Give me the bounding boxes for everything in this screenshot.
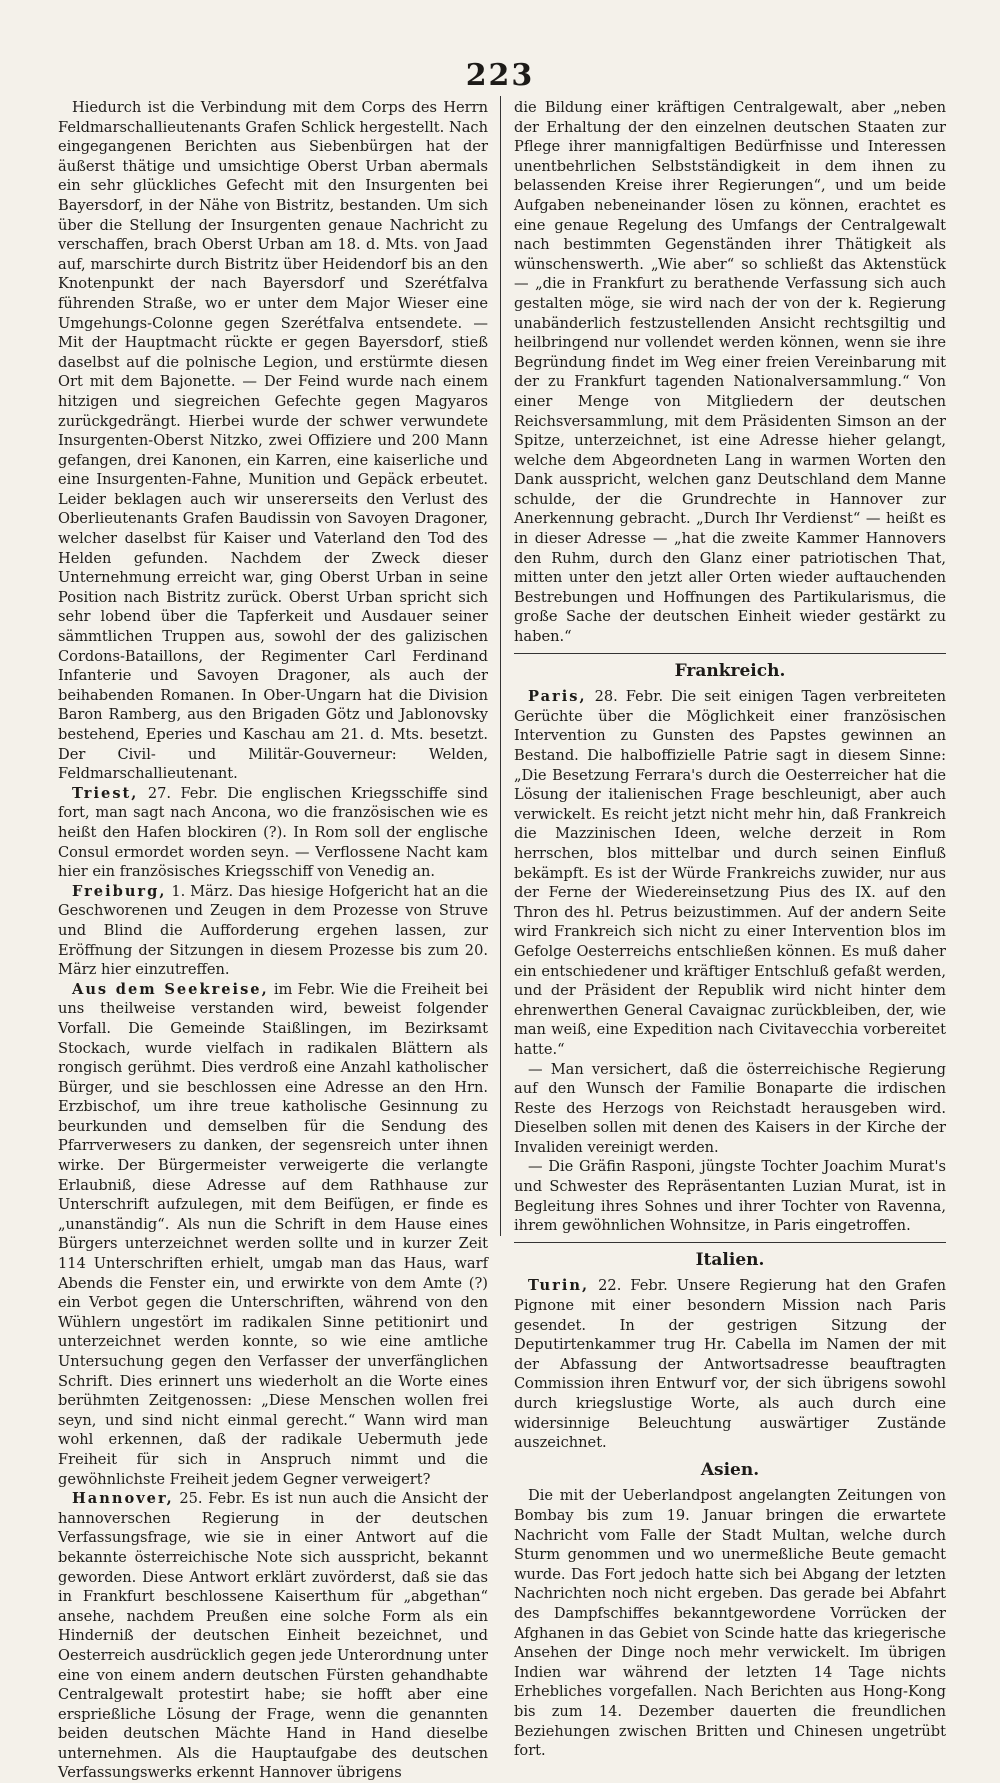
column-divider (500, 96, 501, 1236)
article-text: die Bildung einer kräftigen Centralgewalt, aber „neben der Erhaltung der den einzelnen deutschen Staaten zur Pflege ihrer mannigfaltigen Bedürfnisse und Interessen unentbehrlichen Selbstständigkeit in dem ihnen zu belassenden Kreise ihrer Regierungen“, und um beide Aufgaben nebeneinander lösen zu können, erachtet es eine genaue Regelung des Umfangs der Centralgewalt nach bestimmten Gegenständen ihrer Thätigkeit als wünschenswerth. „Wie aber“ so schließt das Aktenstück — „die in Frankfurt zu berathende Verfassung sich auch gestalten möge, sie wird nach der von der k. Regierung unabänderlich festzustellenden Ansicht rechtsgiltig und heilbringend nur vollendet werden können, wenn sie ihre Begründung findet im Weg einer freien Vereinbarung mit der zu Frankfurt tagenden Nationalversammlung.“ Von einer Menge von Mitgliedern der deutschen Reichsversammlung, mit dem Präsidenten Simson an der Spitze, unterzeichnet, ist eine Adresse hieher gelangt, welche dem Abgeordneten Lang in warmen Worten den Dank ausspricht, welchen ganz Deutschland dem Manne schulde, der die Grundrechte in Hannover zur Anerkennung gebracht. „Durch Ihr Verdienst“ — heißt es in dieser Adresse — „hat die zweite Kammer Hannovers den Ruhm, durch den Glanz einer patriotischen That, mitten unter den jetzt aller Orten wieder auftauchenden Bestrebungen und Hoffnungen des Partikularismus, die große Sache der deutschen Einheit wieder gestärkt zu haben.“ (514, 99, 946, 646)
article-text: Die mit der Ueberlandpost angelangten Zeitungen von Bombay bis zum 19. Januar bringen die erwartete Nachricht vom Falle der Stadt Multan, welche durch Sturm genommen und wo unermeßliche Beute gemacht wurde. Das Fort jedoch hatte sich bei Abgang der letzten Nachrichten noch nicht ergeben. Das gerade bei Abfahrt des Dampfschiffes bekanntgewordene Vorrücken der Afghanen in das Gebiet von Scinde hatte das kriegerische Ansehen der Dinge noch mehr verwickelt. Im übrigen Indien war während der letzten 14 Tage nichts Erhebliches vorgefallen. Nach Berichten aus Hong-Kong bis zum 14. Dezember dauerten die freundlichen Beziehungen zwischen Britten und Chinesen ungetrübt fort. (514, 1487, 946, 1760)
section-heading-asia: Asien. (700, 1459, 760, 1480)
article-paragraph (514, 687, 946, 1059)
article-text: 27. Febr. Die englischen Kriegsschiffe sind fort, man sagt nach Ancona, wo die französischen wie es heißt den Hafen blockiren (?). In Rom soll der englische Consul ermordet worden seyn. — Verflossene Nacht kam hier ein französisches Kriegsschiff von Venedig an. (58, 784, 489, 881)
dateline: Triest, (72, 784, 139, 802)
article-text: im Febr. Wie die Freiheit bei uns theilweise verstanden wird, beweist folgender Vorfall. Die Gemeinde Staißlingen, im Bezirksamt Stockach, wurde vielfach in radikalen Blättern als rongisch gerühmt. Dies verdroß eine Anzahl katholischer Bürger, und sie beschlossen eine Adresse an den Hrn. Erzbischof, um ihre treue katholische Gesinnung zu beurkunden und demselben für die Sendung des Pfarrverwesers zu danken, der segensreich unter ihnen wirke. Der Bürgermeister verweigerte die verlangte Erlaubniß, diese Adresse auf dem Rathhause zur Unterschrift aufzulegen, mit dem Beifügen, er finde es „unanständig“. Als nun die Schrift in dem Hause eines Bürgers unterzeichnet werden sollte und in kurzer Zeit 114 Unterschriften erhielt, umgab man das Haus, warf Abends die Fenster ein, und erwirkte von dem Amte (?) ein Verbot gegen die Unterschriften, während von den Wühlern ungestört im radikalen Sinne petitionirt und unterzeichnet werden konnte, so wie eine amtliche Untersuchung gegen den Verfasser der unverfänglichen Schrift. Dies erinnert uns wiederholt an die Worte eines berühmten Zeitgenossen: „Diese Menschen wollen frei seyn, und sind nicht einmal gerecht.“ Wann wird man wohl erkennen, daß der radikale Uebermuth jede Freiheit für sich in Anspruch nimmt und die gewöhnlichste Freiheit jedem Gegner verweigert? (58, 980, 489, 1488)
dateline: Aus dem Seekreise, (72, 980, 269, 998)
section-heading-italy: Italien. (695, 1249, 765, 1270)
article-text: — Man versichert, daß die österreichische Regierung auf den Wunsch der Familie Bonaparte die irdischen Reste des Herzogs von Reichstadt herausgeben wird. Dieselben sollen mit denen des Kaisers in der Kirche der Invaliden vereinigt werden. (514, 1060, 946, 1156)
article-text: Hiedurch ist die Verbindung mit dem Corps des Herrn Feldmarschallieutenants Grafen Schlick hergestellt. Nach eingegangenen Berichten aus Siebenbürgen hat der äußerst thätige und umsichtige Oberst Urban abermals ein sehr glückliches Gefecht mit den Insurgenten bei Bayersdorf, in der Nähe von Bistritz, bestanden. Um sich über die Stellung der Insurgenten genaue Nachricht zu verschaffen, brach Oberst Urban am 18. d. Mts. von Jaad auf, marschirte durch Bistritz über Heidendorf bis an den Knotenpunkt der nach Bayersdorf und Szerétfalva führenden Straße, wo er unter dem Major Wieser eine Umgehungs-Colonne gegen Szerétfalva entsendete. — Mit der Hauptmacht rückte er gegen Bayersdorf, stieß daselbst auf die polnische Legion, und erstürmte diesen Ort mit dem Bajonette. — Der Feind wurde nach einem hitzigen und siegreichen Gefechte gegen Magyaros zurückgedrängt. Hierbei wurde der schwer verwundete Insurgenten-Oberst Nitzko, zwei Offiziere und 200 Mann gefangen, drei Kanonen, ein Karren, eine kaiserliche und eine Insurgenten-Fahne, Munition und Gepäck erbeutet. Leider beklagen auch wir unsererseits den Verlust des Oberlieutenants Grafen Baudissin von Savoyen Dragoner, welcher daselbst für Kaiser und Vaterland den Tod des Helden gefunden. Nachdem der Zweck dieser Unternehmung erreicht war, ging Oberst Urban in seine Position nach Bistritz zurück. Oberst Urban spricht sich sehr lobend über die Tapferkeit und Ausdauer seiner sämmtlichen Truppen aus, sowohl der des galizischen Cordons-Bataillons, der Regimenter Carl Ferdinand Infanterie und Savoyen Dragoner, als auch der beihabenden Romanen. In Ober-Ungarn hat die Division Baron Ramberg, aus den Brigaden Götz und Jablonovsky bestehend, Eperies und Kaschau am 21. d. Mts. besetzt. Der Civil- und Militär-Gouverneur: Welden, Feldmarschallieutenant. (58, 99, 488, 783)
article-paragraph (58, 882, 488, 980)
dateline: Hannover, (72, 1490, 174, 1508)
article-text: 22. Febr. Unsere Regierung hat den Grafen Pignone mit einer besondern Mission nach Paris gesendet. In der gestrigen Sitzung der Deputirtenkammer trug Hr. Cabella im Namen der mit der Abfassung der Antwortsadresse beauftragten Commission ihren Entwurf vor, der sich übrigens sowohl durch kriegslustige Worte, als auch durch eine widersinnige Beleuchtung auswärtiger Zustände auszeichnet. (514, 1277, 947, 1452)
article-text: 25. Febr. Es ist nun auch die Ansicht der hannoverschen Regierung in der deutschen Verfassungsfrage, wie sie in einer Antwort auf die bekannte österreichische Note sich ausspricht, bekannt geworden. Diese Antwort erklärt zuvörderst, daß sie das in Frankfurt beschlossene Kaiserthum für „abgethan“ ansehe, nachdem Preußen eine solche Form als ein Hinderniß der deutschen Einheit bezeichnet, und Oesterreich ausdrücklich gegen jede Unterordnung unter eine von einem andern deutschen Fürsten gehandhabte Centralgewalt protestirt habe; sie hofft aber eine ersprießliche Lösung der Frage, wenn die genannten beiden deutschen Mächte Hand in Hand dieselbe unternehmen. Als die Hauptaufgabe des deutschen Verfassungswerks erkennt Hannover übrigens (58, 1490, 489, 1782)
section-heading-france: Frankreich. (674, 660, 786, 681)
dateline: Turin, (528, 1277, 590, 1295)
article-paragraph (514, 1486, 946, 1760)
section-rule (514, 1242, 946, 1243)
article-paragraph (514, 1060, 946, 1158)
article-paragraph (58, 980, 488, 1489)
right-column (514, 98, 946, 1761)
article-paragraph (58, 1489, 488, 1783)
article-text: 1. März. Das hiesige Hofgericht hat an die Geschworenen und Zeugen in dem Prozesse von Struve und Blind die Aufforderung ergehen lassen, zur Eröffnung der Sitzungen in diesem Prozesse bis zum 20. März hier einzutreffen. (58, 882, 489, 979)
left-column (58, 98, 488, 1783)
article-text: 28. Febr. Die seit einigen Tagen verbreiteten Gerüchte über die Möglichkeit einer französischen Intervention zu Gunsten des Papstes gewinnen an Bestand. Die halboffizielle Patrie sagt in diesem Sinne: „Die Besetzung Ferrara's durch die Oesterreicher hat die Lösung der italienischen Frage beschleunigt, aber auch verwickelt. Es reicht jetzt nicht mehr hin, daß Frankreich die Mazzinischen Ideen, welche derzeit in Rom herrschen, blos mittelbar und durch seinen Einfluß bekämpft. Es ist der Würde Frankreichs zuwider, nur aus der Ferne der Wiedereinsetzung Pius des IX. auf den Thron des hl. Petrus beizustimmen. Auf der andern Seite wird Frankreich sich nicht zu einer Intervention blos im Gefolge Oesterreichs entschließen können. Es muß daher ein entschiedener und kräftiger Entschluß gefaßt werden, und der Präsident der Republik wird nicht hinter dem ehrenwerthen General Cavaignac zurückbleiben, der, wie man weiß, eine Expedition nach Civitavecchia vorbereitet hatte.“ (514, 688, 946, 1058)
article-paragraph (514, 98, 946, 647)
article-paragraph (58, 98, 488, 784)
dateline: Freiburg, (72, 882, 167, 900)
page-number: 223 (465, 58, 535, 93)
article-text: — Die Gräfin Rasponi, jüngste Tochter Joachim Murat's und Schwester des Repräsentanten Luzian Murat, ist in Begleitung ihres Sohnes und ihrer Tochter von Ravenna, ihrem gewöhnlichen Wohnsitze, in Paris eingetroffen. (514, 1158, 946, 1235)
article-paragraph (58, 784, 488, 882)
article-paragraph (514, 1157, 946, 1235)
section-rule (514, 653, 946, 654)
article-paragraph (514, 1276, 946, 1452)
dateline: Paris, (528, 688, 587, 706)
